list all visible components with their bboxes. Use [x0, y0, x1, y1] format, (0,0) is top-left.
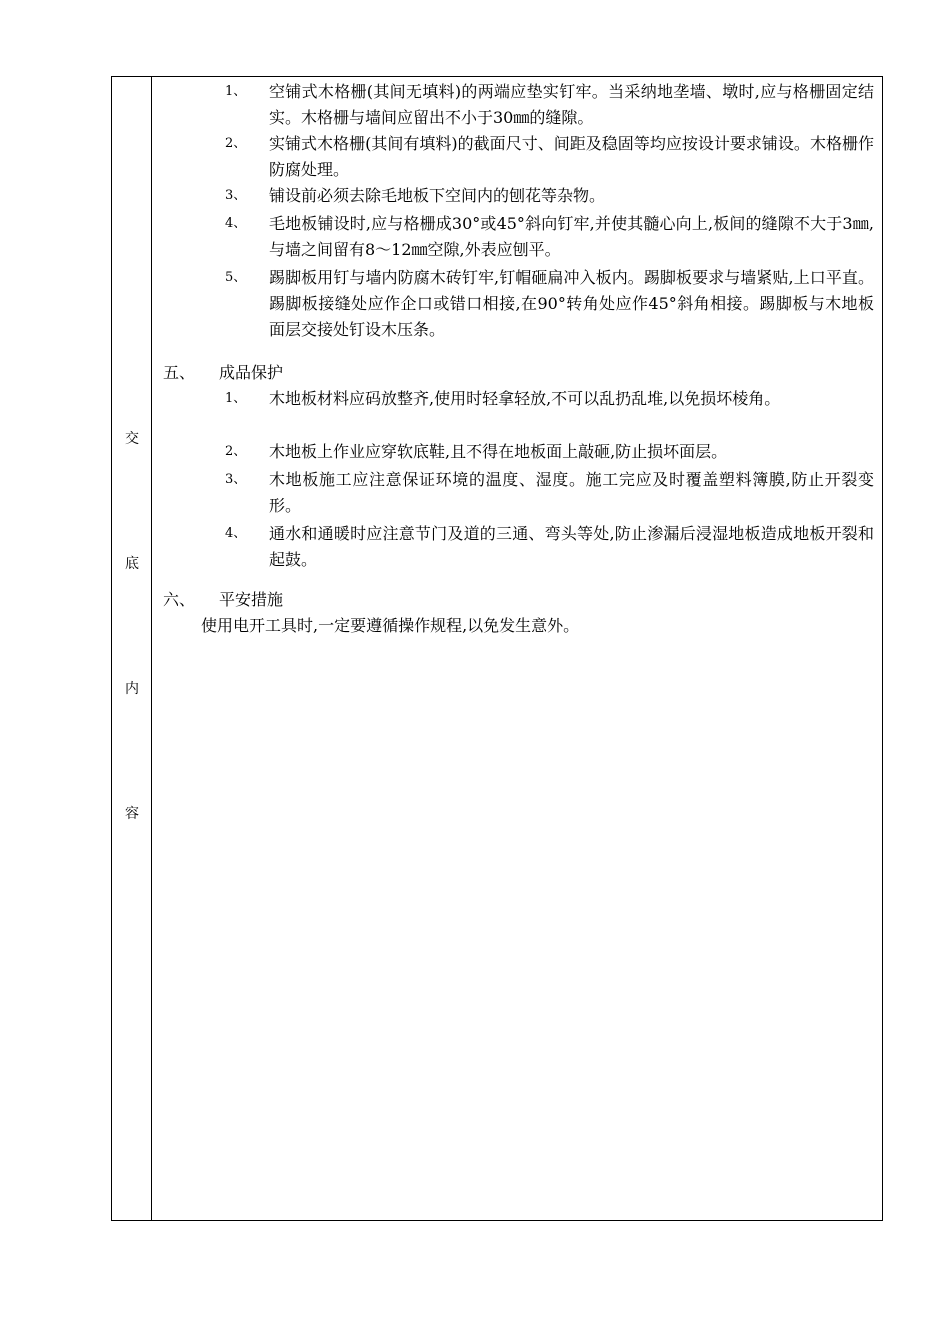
item-text: 空铺式木格栅(其间无填料)的两端应垫实钉牢。当采纳地垄墙、墩时,应与格栅固定结实。木格栅与墙间应留出不小于30㎜的缝隙。 [269, 82, 874, 127]
section-title: 平安措施 [219, 590, 284, 609]
item-number: 2、 [225, 444, 247, 459]
item-number: 4、 [225, 216, 247, 231]
item-number: 4、 [225, 526, 247, 541]
section-paragraph: 使用电开工具时,一定要遵循操作规程,以免发生意外。 [201, 616, 580, 635]
item-text: 木地板施工应注意保证环境的温度、湿度。施工完应及时覆盖塑料簿膜,防止开裂变形。 [269, 470, 874, 515]
left-label-column [112, 77, 152, 1220]
item-text: 木地板上作业应穿软底鞋,且不得在地板面上敲砸,防止损坏面层。 [269, 442, 728, 461]
item-text: 毛地板铺设时,应与格栅成30°或45°斜向钉牢,并使其髓心向上,板间的缝隙不大于3㎜,与墙之间留有8～12㎜空隙,外表应刨平。 [269, 214, 874, 259]
left-label-char: 交 [125, 431, 139, 447]
content-cell [153, 77, 882, 1220]
item-number: 5、 [225, 270, 247, 285]
item-text: 实铺式木格栅(其间有填料)的截面尺寸、间距及稳固等均应按设计要求铺设。木格栅作防腐处理。 [269, 134, 874, 179]
item-text: 通水和通暖时应注意节门及道的三通、弯头等处,防止渗漏后浸湿地板造成地板开裂和起鼓。 [269, 524, 874, 569]
left-label-char: 内 [125, 681, 139, 697]
item-text: 踢脚板用钉与墙内防腐木砖钉牢,钉帽砸扁冲入板内。踢脚板要求与墙紧贴,上口平直。踢脚板接缝处应作企口或错口相接,在90°转角处应作45°斜角相接。踢脚板与木地板面层交接处钉设木压条。 [269, 268, 874, 339]
left-label-char: 容 [125, 806, 139, 822]
item-number: 3、 [225, 188, 247, 203]
item-number: 1、 [225, 391, 247, 406]
item-text: 木地板材料应码放整齐,使用时轻拿轻放,不可以乱扔乱堆,以免损坏棱角。 [269, 389, 781, 408]
section-title: 成品保护 [219, 363, 284, 382]
left-label-char: 底 [125, 556, 139, 572]
item-number: 1、 [225, 84, 247, 99]
item-number: 2、 [225, 136, 247, 151]
item-number: 3、 [225, 472, 247, 487]
section-number: 五、 [163, 363, 196, 382]
item-text: 铺设前必须去除毛地板下空间内的刨花等杂物。 [269, 186, 606, 205]
section-number: 六、 [163, 590, 196, 609]
disclosure-table [111, 76, 883, 1221]
